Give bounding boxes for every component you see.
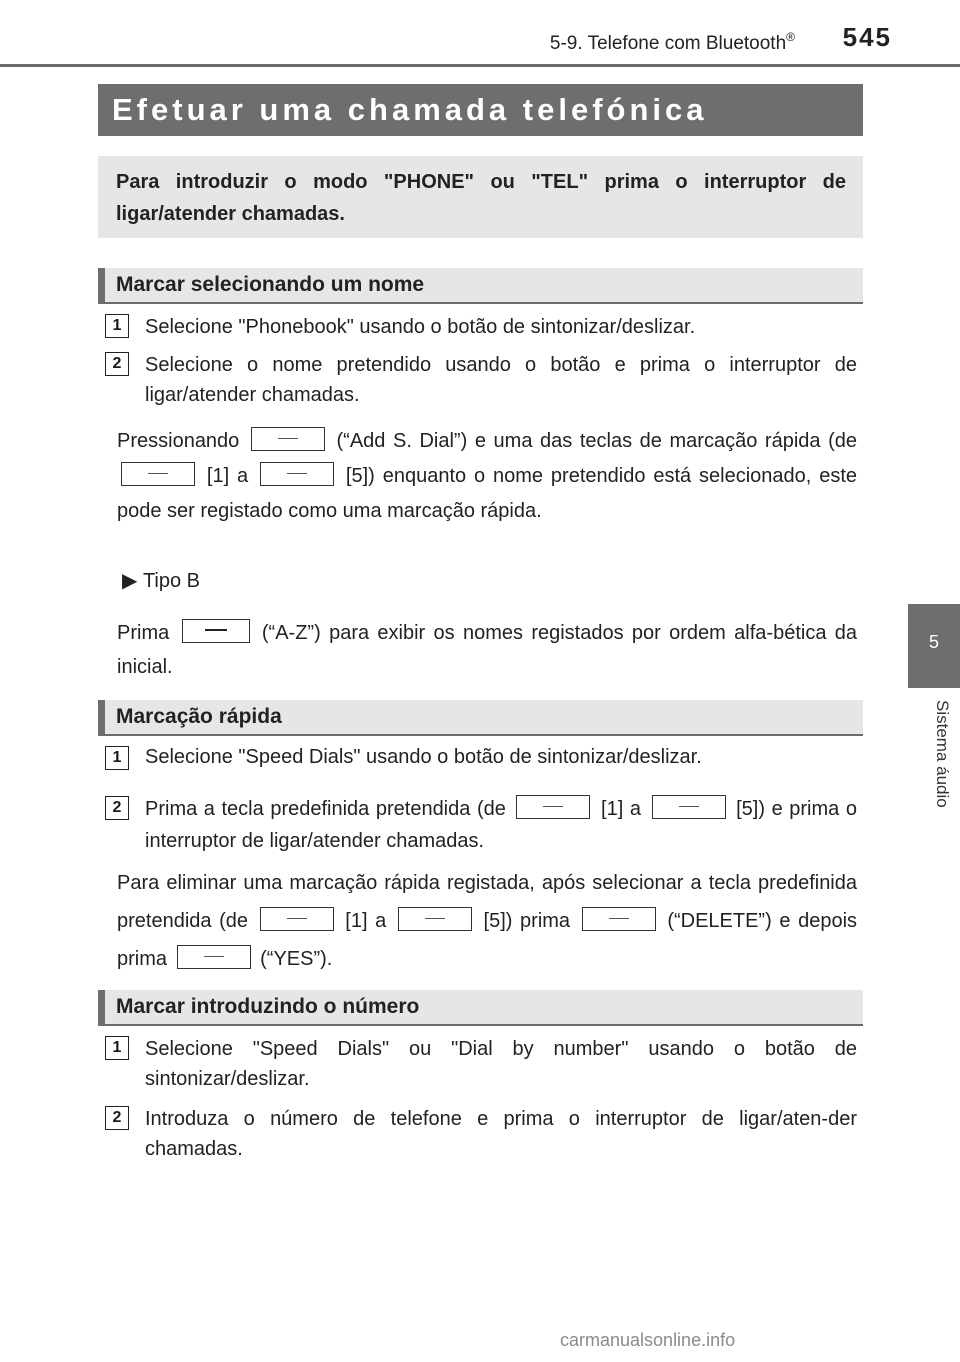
add-speed-dial-button-icon [251,427,325,451]
chapter-label [908,700,960,840]
prima-paragraph: Prima (“A-Z”) para exibir os nomes registados por ordem alfa-bética da inicial. [117,616,857,684]
preset-button-icon [652,795,726,819]
step-number: 1 [105,746,129,770]
preset-button-icon [260,462,334,486]
a-z-button-icon [182,619,250,643]
header-rule [0,64,960,67]
step-text: Introduza o número de telefone e prima o interruptor de ligar/aten-der chamadas. [145,1108,857,1160]
intro-text: Para introduzir o modo "PHONE" ou "TEL" prima o interruptor de ligar/atender chamadas. [116,171,846,225]
yes-button-icon [177,945,251,969]
intro-box [98,156,863,238]
step-number: 2 [105,796,129,820]
registered-mark: ® [786,30,795,44]
step-text: Prima a tecla predefinida pretendida (de [1] a [5]) e prima o interruptor de ligar/atender chamadas. [145,793,857,857]
step-text: Selecione "Speed Dials" ou "Dial by number" usando o botão de sintonizar/deslizar. [145,1038,857,1090]
delete-button-icon [582,907,656,931]
step-number: 1 [105,1036,129,1060]
step-number: 1 [105,314,129,338]
step-text: Selecione "Phonebook" usando o botão de sintonizar/deslizar. [145,316,696,338]
step-number: 2 [105,1106,129,1130]
triangle-bullet-icon: ▶ [122,570,138,592]
chapter-number: 5 [928,632,939,652]
subtype-label: ▶ Tipo B [122,570,201,592]
section-header-select-name [98,268,863,304]
delete-note-paragraph: Para eliminar uma marcação rápida registada, após selecionar a tecla predefinida pretendida (de [1] a [5]) prima (“DELETE”) e depois prima (“YES”). [117,872,858,970]
page-number: 545 [842,22,892,52]
preset-button-icon [260,907,334,931]
section-title: Marcar selecionando um nome [116,273,425,296]
preset-button-icon [121,462,195,486]
watermark: carmanualsonline.info [560,1330,736,1350]
note-paragraph: Pressionando (“Add S. Dial”) e uma das teclas de marcação rápida (de [1] a [5]) enquanto o nome pretendido está selecionado, este pode ser registado como uma marcação rápida. [117,424,857,529]
step-text: Selecione o nome pretendido usando o botão e prima o interruptor de ligar/atender chamadas. [145,354,857,406]
section-title: 5-9. Telefone com Bluetooth [549,33,787,54]
section-title: Marcar introduzindo o número [116,995,420,1018]
section-title: Marcação rápida [116,705,282,728]
section-header-speed-dial [98,700,863,736]
running-header [520,30,795,55]
preset-button-icon [398,907,472,931]
page-title-bar [98,84,863,136]
page-title: Efetuar uma chamada telefónica [112,92,708,127]
chapter-label-text: Sistema áudio [933,700,952,808]
preset-button-icon [516,795,590,819]
step-number: 2 [105,352,129,376]
section-header-enter-number [98,990,863,1026]
step-text: Selecione "Speed Dials" usando o botão de sintonizar/deslizar. [145,746,702,768]
